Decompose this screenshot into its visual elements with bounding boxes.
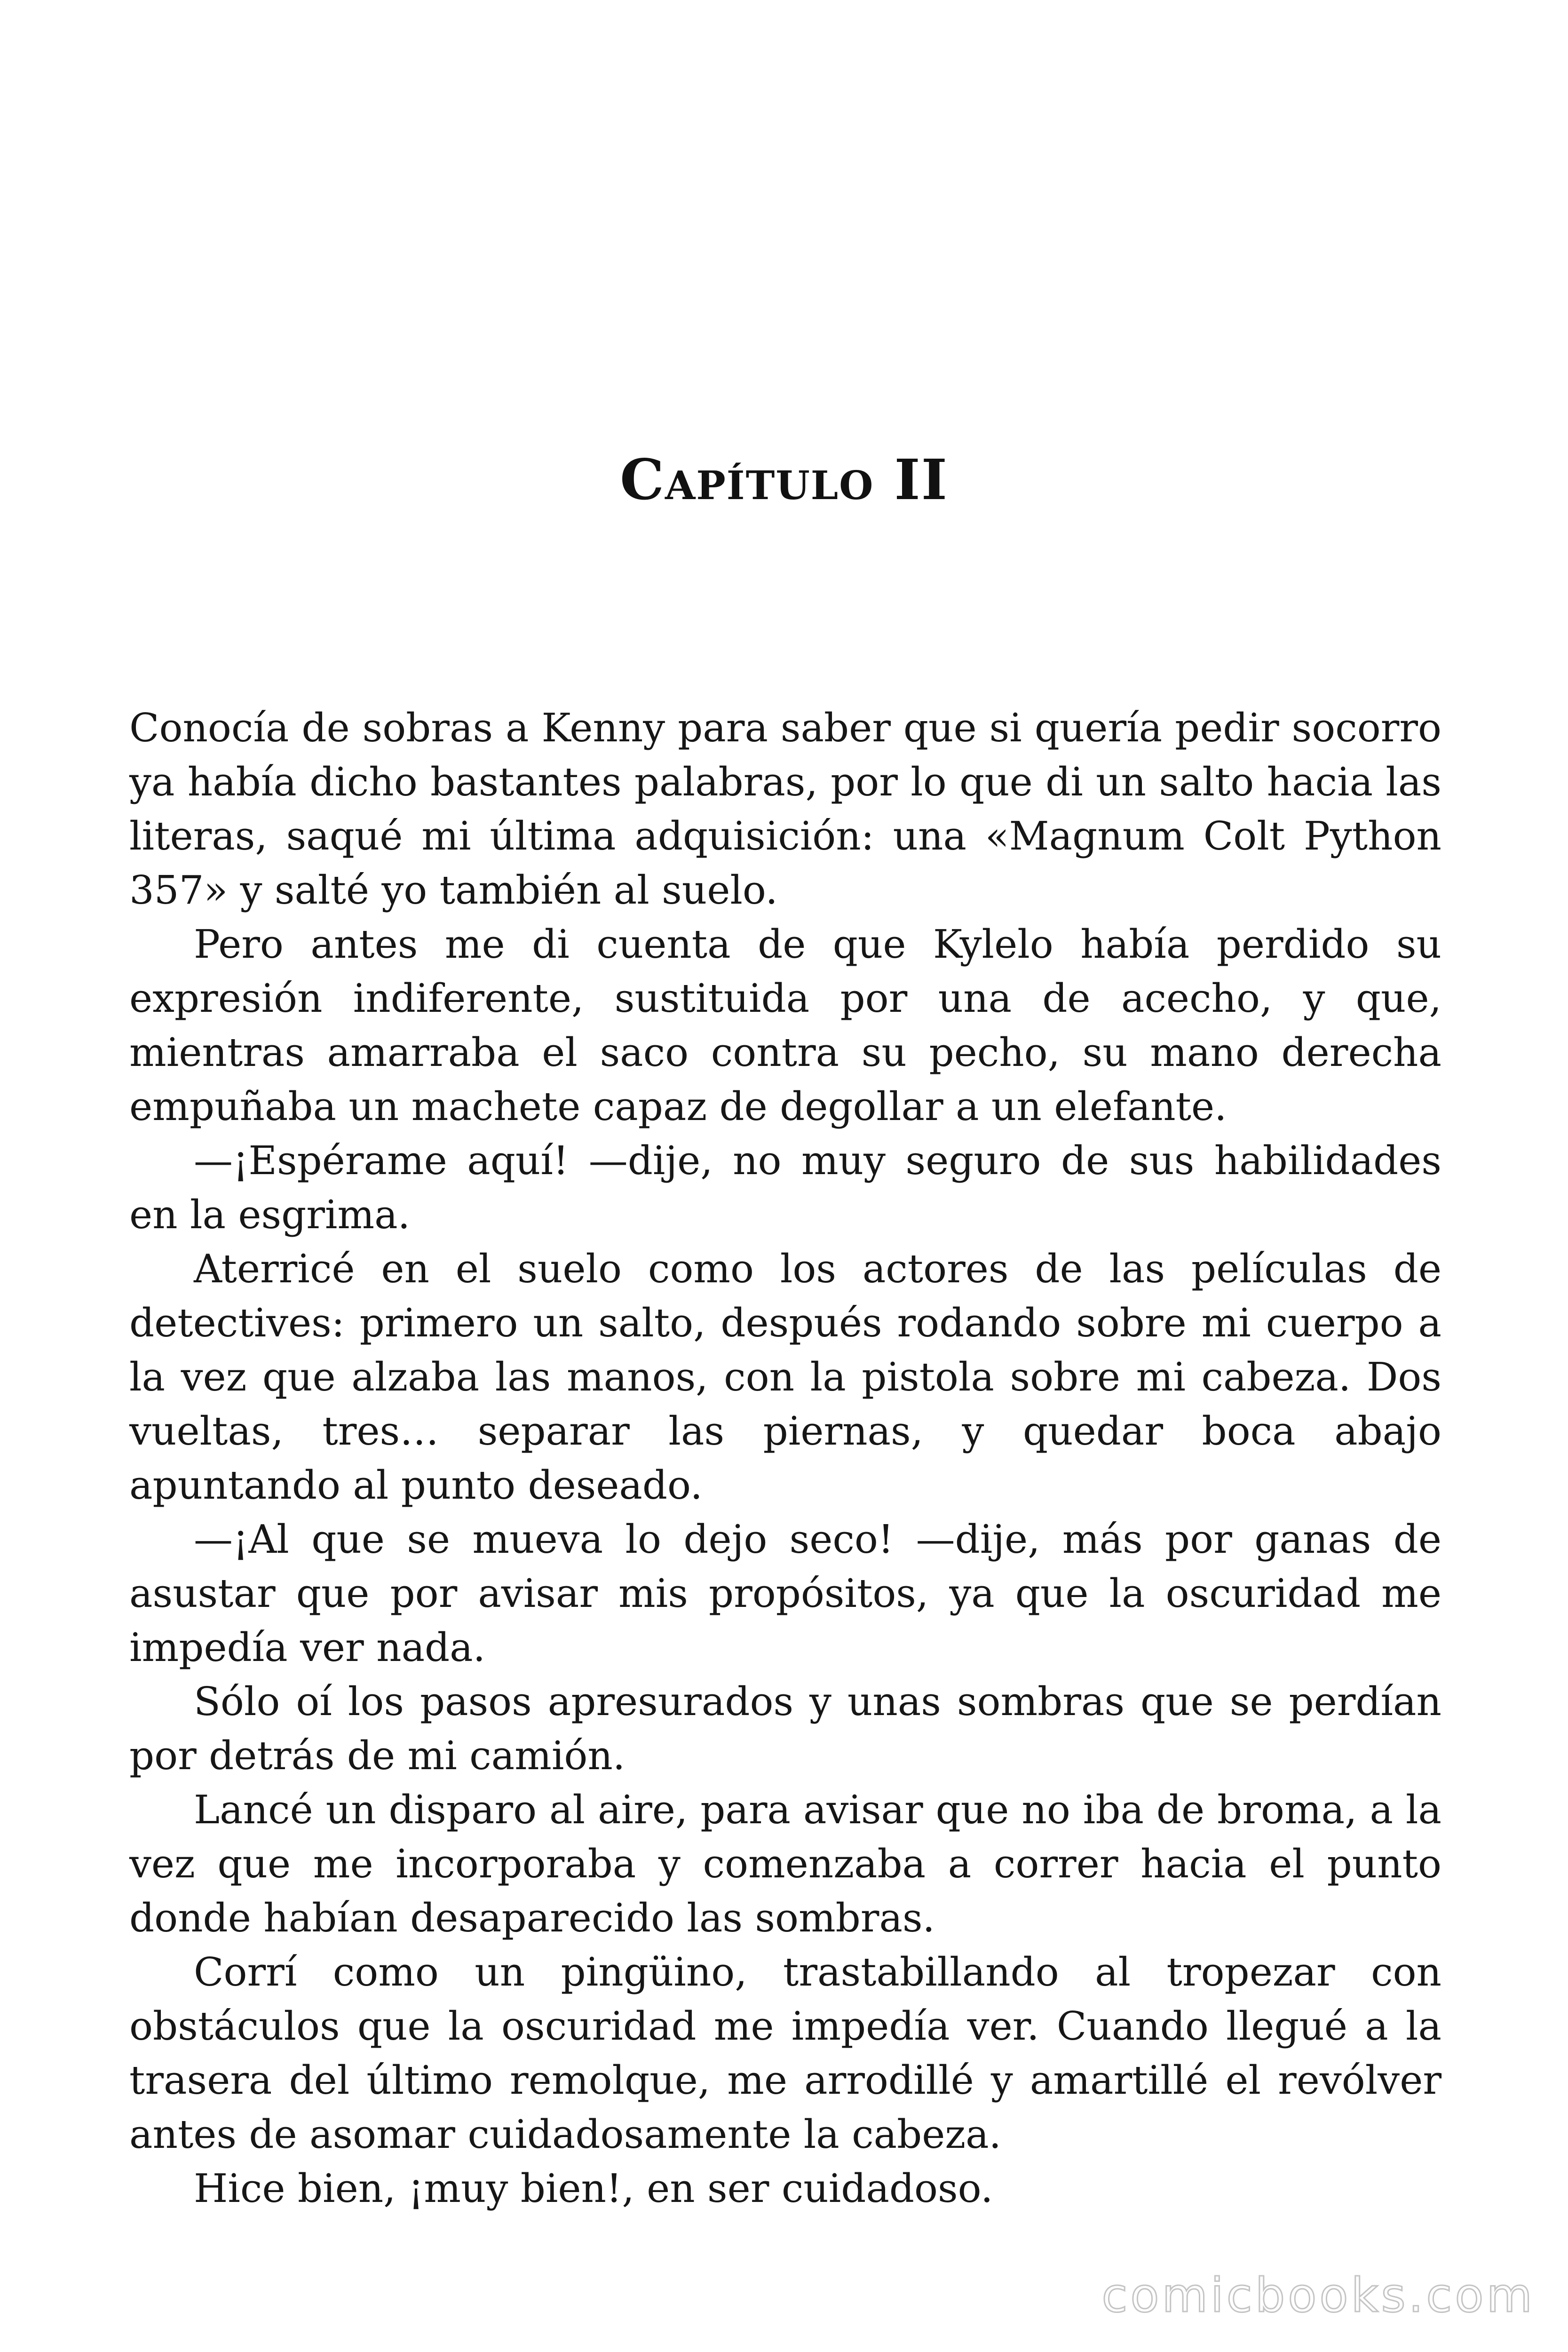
paragraph: Hice bien, ¡muy bien!, en ser cuidadoso. <box>194 2166 993 2211</box>
paragraph: Pero antes me di cuenta de que Kylelo había perdido su expresión indiferente, sustituida por una de acecho, y que, mientras amarraba el saco contra su pecho, su mano derecha empuñaba un machete capaz de degollar a un elefante. <box>129 922 1441 1129</box>
paragraph: —¡Al que se mueva lo dejo seco! —dije, más por ganas de asustar que por avisar mis propósitos, ya que la oscuridad me impedía ver nada. <box>129 1517 1441 1670</box>
paragraph: Corrí como un pingüino, trastabillando al tropezar con obstáculos que la oscuridad me impedía ver. Cuando llegué a la trasera del último remolque, me arrodillé y amartillé el revólver antes de asomar cuidadosamente la cabeza. <box>129 1949 1441 2157</box>
paragraph: Aterricé en el suelo como los actores de las películas de detectives: primero un salto, después rodando sobre mi cuerpo a la vez que alzaba las manos, con la pistola sobre mi cabeza. Dos vueltas, tres… separar las piernas, y quedar boca abajo apuntando al punto deseado. <box>129 1246 1441 1508</box>
watermark: comicbooks.com <box>1101 2268 1535 2323</box>
chapter-title: Capítulo II <box>620 447 948 512</box>
paragraph: Lancé un disparo al aire, para avisar que no iba de broma, a la vez que me incorporaba y comenzaba a correr hacia el punto donde habían desaparecido las sombras. <box>129 1787 1441 1941</box>
paragraph: Sólo oí los pasos apresurados y unas sombras que se perdían por detrás de mi camión. <box>129 1679 1441 1779</box>
paragraph: —¡Espérame aquí! —dije, no muy seguro de sus habilidades en la esgrima. <box>129 1138 1441 1238</box>
chapter-body <box>129 701 1441 2216</box>
paragraph: Conocía de sobras a Kenny para saber que si quería pedir socorro ya había dicho bastantes palabras, por lo que di un salto hacia las literas, saqué mi última adquisición: una «Magnum Colt Python 357» y salté yo también al suelo. <box>129 705 1441 913</box>
